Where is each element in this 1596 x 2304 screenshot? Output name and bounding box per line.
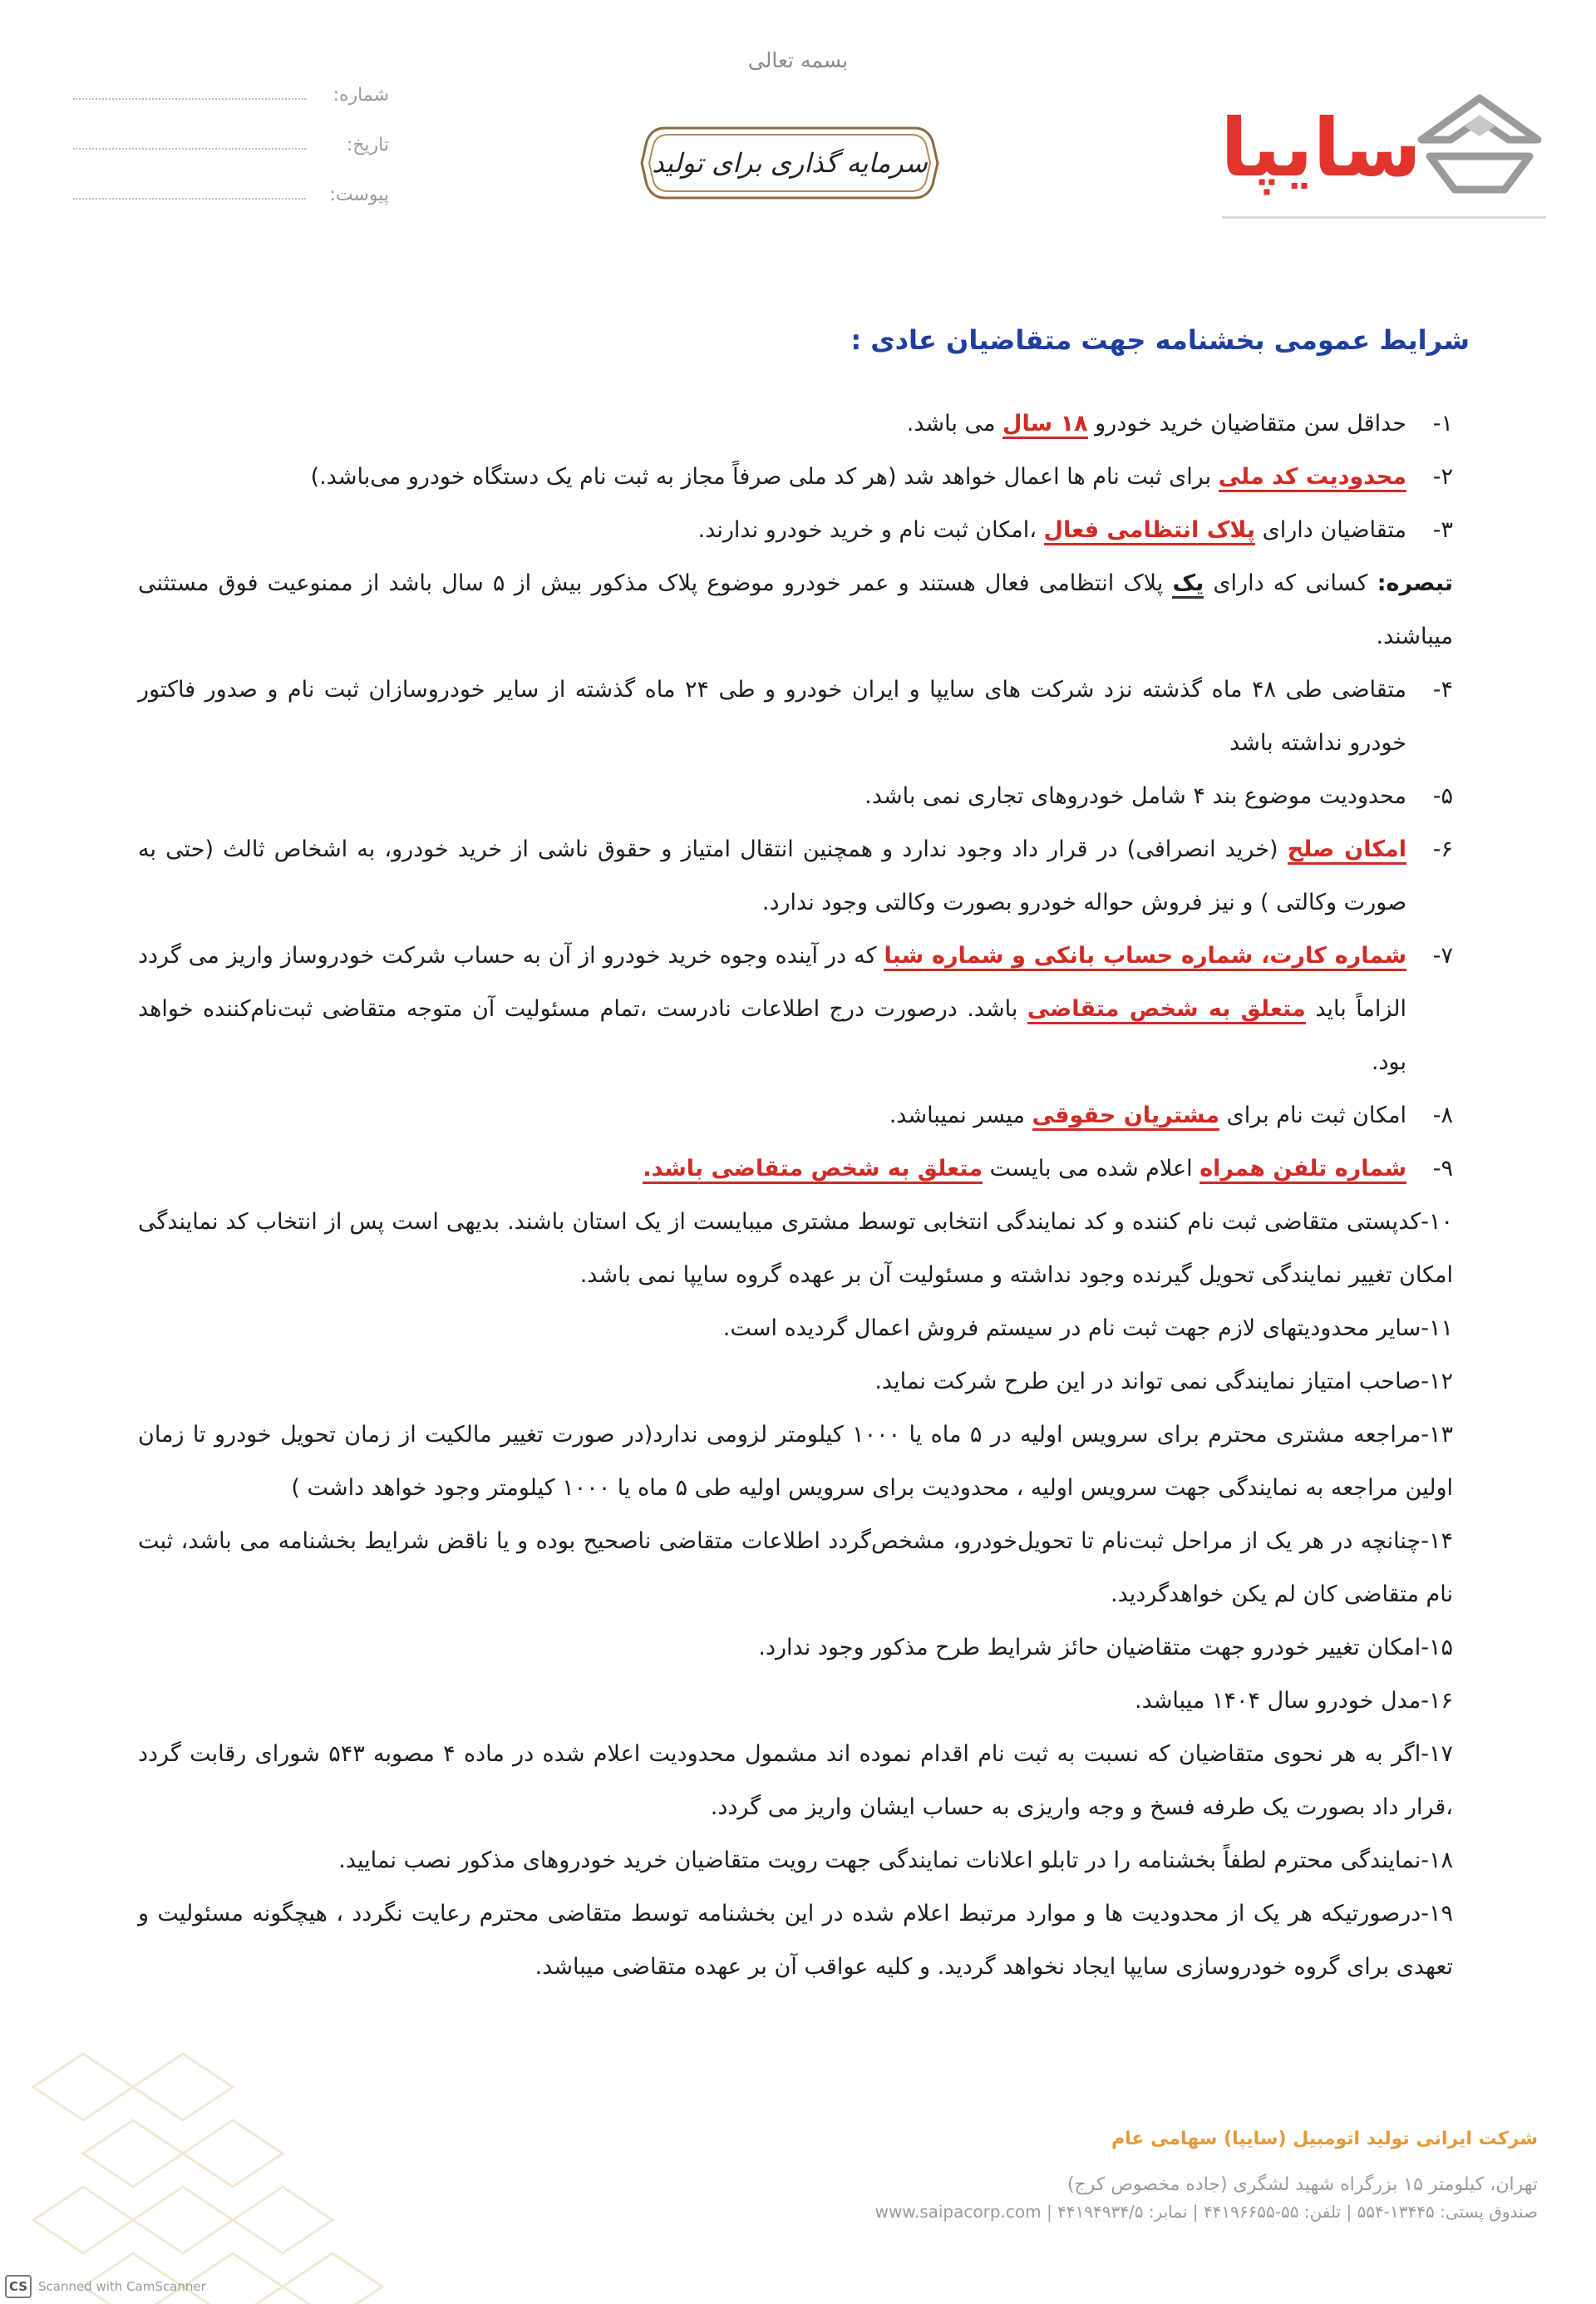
item-number: ۶- [1432,836,1453,862]
item-highlight: متعلق به شخص متقاضی [1027,996,1306,1024]
item-text: محدودیت موضوع بند ۴ شامل خودروهای تجاری نمی باشد. [864,783,1406,809]
item-text: کدپستی متقاضی ثبت نام کننده و کد نمایندگی انتخابی توسط مشتری میبایست از یک استان باشند. بدیهی است پس از انتخاب کد نمایندگی امکان تغییر نمایندگی تحویل گیرنده وجود نداشته و مسئولیت آن بر عهده گروه سایپا نمی باشد. [138,1209,1453,1288]
item-highlight: شماره تلفن همراه [1199,1156,1406,1184]
footer-company-name: شرکت ایرانی تولید اتومبیل (سایپا) سهامی عام [1111,2129,1538,2149]
item-text: امکان تغییر خودرو جهت متقاضیان حائز شرایط طرح مذکور وجود ندارد. [758,1635,1421,1660]
condition-item-6 [138,823,1453,930]
decorative-pattern [0,2020,432,2304]
item-highlight: امکان صلح [1288,836,1406,865]
condition-item-8 [138,1089,1453,1142]
letter-footer [540,2129,1538,2222]
slogan-text: سرمایه گذاری برای تولید [652,147,928,179]
meta-number-row [73,80,389,130]
item-text: سایر محدودیتهای لازم جهت ثبت نام در سیستم فروش اعمال گردیده است. [722,1315,1421,1341]
item-text: می باشد. [906,411,1003,437]
saipa-brand-name: سایپا [1220,101,1421,195]
item-text: حداقل سن متقاضیان خرید خودرو [1087,411,1406,437]
item-text: مدل خودرو سال ۱۴۰۴ میباشد. [1135,1688,1421,1714]
item-text: که در آینده وجوه خرید خودرو از آن به حساب شرکت خودروساز واریز می گردد الزاماً باید [138,943,1406,1022]
item-number: ۱۰- [1421,1209,1453,1235]
item-text: اگر به هر نحوی متقاضیان که نسبت به ثبت نام اقدام نموده اند مشمول محدودیت اعلام شده در ماده ۴ مصوبه ۵۴۳ شورای رقابت گردد ،قرار داد بصورت یک طرفه فسخ و وجه واریزی به حساب ایشان واریز می گردد. [138,1741,1453,1820]
item-text: اعلام شده می بایست [983,1156,1200,1182]
condition-item-15 [138,1621,1453,1675]
scanner-watermark [5,2275,206,2298]
item-text: باشد. درصورت درج اطلاعات نادرست ،تمام مسئولیت آن متوجه متقاضی ثبت‌نام‌کننده خواهد بود. [138,996,1406,1075]
item-number: ۳- [1432,517,1453,543]
meta-number-label: شماره: [332,85,389,106]
item-text: امکان ثبت نام برای [1219,1103,1406,1128]
item-highlight: مشتریان حقوقی [1032,1103,1220,1131]
condition-item-1 [138,397,1453,451]
item-highlight: پلاک انتظامی فعال [1044,517,1255,545]
condition-item-18 [138,1834,1453,1887]
condition-item-17 [138,1728,1453,1834]
saipa-logo [1197,83,1546,224]
meta-attachment-line [73,198,306,200]
header-divider [1222,216,1546,219]
footer-address: تهران، کیلومتر ۱۵ بزرگراه شهید لشگری (جاده مخصوص کرج) [1066,2174,1538,2195]
meta-date-row [73,130,389,180]
item-highlight: ۱۸ سال [1002,411,1088,439]
item-number: ۱۳- [1421,1422,1453,1448]
item-number: ۱۹- [1421,1901,1453,1927]
condition-item-10 [138,1196,1453,1302]
item-text: درصورتیکه هر یک از محدودیت ها و موارد مرتبط اعلام شده در این بخشنامه توسط متقاضی محترم رعایت نگردد ، هیچگونه مسئولیت و تعهدی برای گروه خودروسازی سایپا ایجاد نخواهد گردید. و کلیه عواقب آن بر عهده متقاضی میباشد. [138,1901,1453,1980]
item-text: نمایندگی محترم لطفاً بخشنامه را در تابلو اعلانات نمایندگی جهت رویت متقاضیان خرید خودروهای مذکور نصب نمایید. [338,1848,1421,1873]
saipa-logo-mark-icon [1413,90,1546,198]
item-text: متقاضیان دارای [1255,517,1406,543]
meta-number-line [73,98,306,100]
item-number: ۱۴- [1421,1528,1453,1554]
condition-item-2 [138,451,1453,504]
item-underlined: یک [1172,570,1204,599]
condition-item-7 [138,930,1453,1089]
item-text: میسر نمیباشد. [889,1103,1032,1128]
condition-item-4 [138,664,1453,770]
item-number: ۴- [1432,677,1453,703]
camscanner-icon: CS [5,2275,32,2298]
item-text: مراجعه مشتری محترم برای سرویس اولیه در ۵ ماه یا ۱۰۰۰ کیلومتر لزومی ندارد(در صورت تغییر مالکیت از زمان تحویل خودرو تا زمان اولین مراجعه به نمایندگی جهت سرویس اولیه ، محدودیت برای سرویس اولیه طی ۵ ماه یا ۱۰۰۰ کیلومتر وجود خواهد داشت ) [138,1422,1453,1501]
item-number: ۱۷- [1421,1741,1454,1767]
item-text: برای ثبت نام ها اعمال خواهد شد (هر کد ملی صرفاً مجاز به ثبت نام یک دستگاه خودرو می‌باشد.) [310,464,1219,490]
condition-item-14 [138,1515,1453,1621]
item-highlight: شماره کارت، شماره حساب بانکی و شماره شبا [884,943,1406,971]
item-highlight: متعلق به شخص متقاضی باشد. [643,1156,983,1184]
item-number: ۷- [1432,943,1453,969]
meta-date-label: تاریخ: [346,135,389,155]
item-number: ۱۱- [1421,1315,1453,1341]
item-text: ،امکان ثبت نام و خرید خودرو ندارند. [697,517,1044,543]
item-number: ۱۶- [1421,1688,1453,1714]
item-text: (خرید انصرافی) در قرار داد وجود ندارد و همچنین انتقال امتیاز و حقوق ناشی از خرید خودرو، به اشخاص ثالث (حتی به صورت وکالتی ) و نیز فروش حواله خودرو بصورت وکالتی وجود ندارد. [138,836,1406,915]
item-highlight: محدودیت کد ملی [1219,464,1406,492]
item-number: ۱۸- [1421,1848,1453,1873]
condition-item-16 [138,1675,1453,1728]
item-text: چنانچه در هر یک از مراحل ثبت‌نام تا تحویل‌خودرو، مشخص‌گردد اطلاعات متقاضی ناصحیح بوده و یا ناقض شرایط بخشنامه می باشد، ثبت نام متقاضی کان لم یکن خواهدگردید. [138,1528,1453,1607]
item-number: ۵- [1432,783,1453,809]
scanner-text: Scanned with CamScanner [38,2279,206,2294]
meta-attachment-label: پیوست: [329,185,389,205]
condition-item-3 [138,504,1453,557]
document-title: شرایط عمومی بخشنامه جهت متقاضیان عادی : [850,324,1470,356]
item-number: ۱۵- [1421,1635,1453,1660]
condition-item-11 [138,1302,1453,1355]
bismillah-heading: بسمه تعالی [747,48,849,72]
item-number: ۱۲- [1421,1369,1453,1394]
item-text: صاحب امتیاز نمایندگی نمی تواند در این طرح شرکت نماید. [874,1369,1421,1394]
condition-item-5 [138,770,1453,823]
footer-contact: صندوق پستی: ۱۳۴۴۵-۵۵۴ | تلفن: ۵۵-۴۴۱۹۶۶۵۵ | نمابر: ۴۴۱۹۴۹۳۴/۵ | www.saipacorp.com [874,2202,1538,2222]
item-number: ۹- [1432,1156,1453,1182]
conditions-list [138,397,1453,1994]
condition-item-9 [138,1142,1453,1196]
condition-note [138,557,1453,664]
meta-date-line [73,148,306,150]
item-number: ۱- [1432,411,1453,437]
item-text: کسانی که دارای [1204,570,1377,596]
item-text: متقاضی طی ۴۸ ماه گذشته نزد شرکت های سایپا و ایران خودرو و طی ۲۴ ماه گذشته از سایر خودروسازان ثبت نام و صدور فاکتور خودرو نداشته باشد [138,677,1406,756]
meta-attachment-row [73,180,389,229]
slogan-emblem [640,116,939,210]
item-text: پلاک انتظامی فعال هستند و عمر خودرو موضوع پلاک مذکور بیش از ۵ سال باشد از ممنوعیت فوق مستثنی میباشند. [138,570,1453,649]
item-number: ۸- [1432,1103,1453,1128]
note-label: تبصره: [1377,570,1453,596]
condition-item-13 [138,1409,1453,1515]
condition-item-12 [138,1355,1453,1409]
letter-meta-fields [73,80,389,229]
item-number: ۲- [1432,464,1453,490]
condition-item-19 [138,1887,1453,1994]
